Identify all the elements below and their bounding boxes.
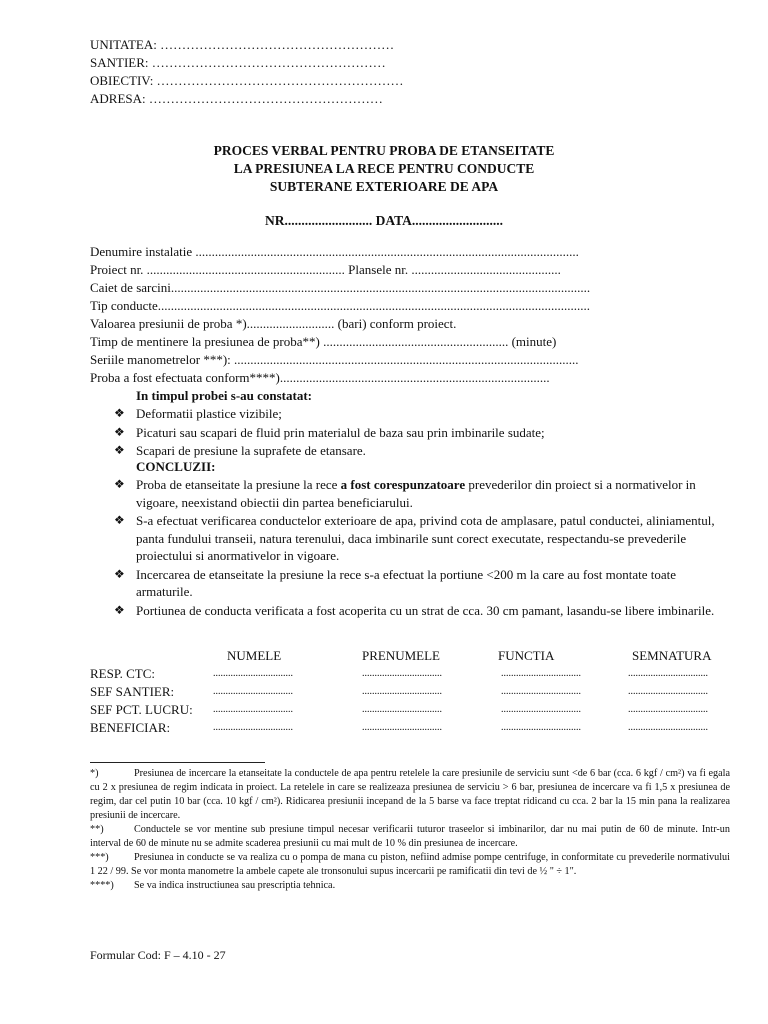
title-line-1: PROCES VERBAL PENTRU PROBA DE ETANSEITATE [213,143,555,158]
field-valoarea-presiunii: Valoarea presiunii de proba *)........................... (bari) conform proiect. [90,316,457,331]
concluzii-heading: CONCLUZII: [136,459,216,474]
row-label: SEF PCT. LUCRU: [90,702,193,717]
row-label: RESP. CTC: [90,666,156,681]
numele-blank: ................................ [213,704,293,715]
title-line-3: SUBTERANE EXTERIOARE DE APA [269,179,499,194]
footnote: ****) Se va indica instructiunea sau prescriptia tehnica. [90,880,336,891]
semnatura-blank: ................................ [628,722,708,733]
constatat-heading: In timpul probei s-au constatat: [136,388,313,403]
list-item: ❖ Proba de etanseitate la presiune la rece a fost corespunzatoare prevederilor din proiect si a normativelor in vigoare, neexistand obiectii din partea beneficiarului. [114,477,696,510]
list-item: ❖ S-a efectuat verificarea conductelor exterioare de apa, privind cota de amplasare, patul conductei, aliniamentul, panta fundului transeii, natura terenului, daca imbinarile sunt corect executate, respectandu-se prevederile proiectului si anormativelor in vigoare. [114,513,715,563]
diamond-bullet-icon: ❖ [114,602,125,617]
title-line-2: LA PRESIUNEA LA RECE PENTRU CONDUCTE [233,161,535,176]
field-caiet: Caiet de sarcini................................................................................................................................. [90,280,591,295]
numele-blank: ................................ [213,722,293,733]
row-label: BENEFICIAR: [90,720,171,735]
functia-blank: ................................ [501,668,581,679]
footnote: *) Presiunea de incercare la etanseitate la conductele de apa pentru retelele la care presiunile de serviciu sunt <de 6 bar (cca. 6 kgf / cm²) va fi egala cu 2 x presiunea de regim indicata in proiect. La retelele in care se realizeaza presiunea de serviciu > 6 bar, presiunea de incercare va fi 1,5 x presiunea de regim, dar cel putin 10 bar (cca. 10 kgf / cm²). Ridicarea presiunii incepand de la 5 barse va face treptat ridicand cu cca. 2 bar la 15 min pana la realizarea presiunii de incercare. [90,768,730,821]
semnatura-blank: ................................ [628,686,708,697]
numele-blank: ................................ [213,686,293,697]
constatat-list [114,405,734,461]
field-seriile-manometrelor: Seriile manometrelor ***): .......................................................................................................... [90,352,579,367]
col-semnatura: SEMNATURA [632,648,712,663]
col-numele: NUMELE [227,648,282,663]
list-item: ❖ Portiunea de conducta verificata a fost acoperita cu un strat de cca. 30 cm pamant, lasandu-se libere imbinarile. [114,602,715,618]
col-functia: FUNCTIA [498,648,555,663]
semnatura-blank: ................................ [628,704,708,715]
obiectiv-field: OBIECTIV: ………………………………………………… [90,73,404,88]
table-row [90,702,750,720]
functia-blank: ................................ [501,704,581,715]
functia-blank: ................................ [501,722,581,733]
prenumele-blank: ................................ [362,668,442,679]
semnatura-blank: ................................ [628,668,708,679]
signature-table [90,666,750,738]
list-item: ❖ Deformatii plastice vizibile; [114,406,282,421]
diamond-bullet-icon: ❖ [114,477,125,491]
adresa-field: ADRESA: ……………………………………………… [90,91,383,106]
table-row [90,720,750,738]
numele-blank: ................................ [213,668,293,679]
footnotes [90,767,730,893]
field-timp-mentinere: Timp de mentinere la presiunea de proba**) ......................................................... (minute) [90,334,557,349]
nr-data-line: NR.......................... DATA........................... [265,213,503,228]
footnote-separator [90,762,265,763]
header-block [90,36,404,108]
footnote: **) Conductele se vor mentine sub presiune timpul necesar verificarii tuturor traseelor si imbinarilor, dar nu mai putin de 60 de minute. Intr-un interval de 60 de minute nu se admite scaderea presiunii cu mai mult de 10 % din presiunea de incercare. [90,824,730,849]
field-tip-conducte: Tip conducte..................................................................................................................................... [90,298,591,313]
unitatea-field: UNITATEA: ……………………………………………… [90,37,395,52]
diamond-bullet-icon: ❖ [114,443,125,457]
santier-field: SANTIER: ……………………………………………… [90,55,386,70]
diamond-bullet-icon: ❖ [114,424,125,439]
footnote: ***) Presiunea in conducte se va realiza cu o pompa de mana cu piston, nefiind admise pompe centrifuge, in conformitate cu prevederile normativului 1 22 / 99. Se vor monta manometre la ambele capete ale tronsonului supus incercarii pe ramificatii din tevi de ½ " ÷ 1". [90,852,730,877]
diamond-bullet-icon: ❖ [114,406,125,420]
field-denumire: Denumire instalatie ...................................................................................................................... [90,244,579,259]
diamond-bullet-icon: ❖ [114,513,125,527]
table-row [90,684,750,702]
functia-blank: ................................ [501,686,581,697]
list-item: ❖ Incercarea de etanseitate la presiune la rece s-a efectuat la portiune <200 m la care au fost montate toate armaturile. [114,566,677,599]
document-title [0,142,768,196]
list-item: ❖ Picaturi sau scapari de fluid prin materialul de baza sau prin imbinarile sudate; [114,424,545,440]
diamond-bullet-icon: ❖ [114,566,125,581]
list-item: ❖ Scapari de presiune la suprafete de etansare. [114,443,366,458]
installation-fields [90,243,635,387]
col-prenumele: PRENUMELE [362,648,440,663]
field-proiect: Proiect nr. ............................................................. Plansele nr. .............................................. [90,262,561,277]
prenumele-blank: ................................ [362,686,442,697]
table-row [90,666,750,684]
field-proba-conform: Proba a fost efectuata conform****)................................................................................... [90,370,550,385]
concluzii-list [114,476,734,620]
form-code: Formular Cod: F – 4.10 - 27 [90,948,226,962]
prenumele-blank: ................................ [362,722,442,733]
prenumele-blank: ................................ [362,704,442,715]
row-label: SEF SANTIER: [90,684,175,699]
